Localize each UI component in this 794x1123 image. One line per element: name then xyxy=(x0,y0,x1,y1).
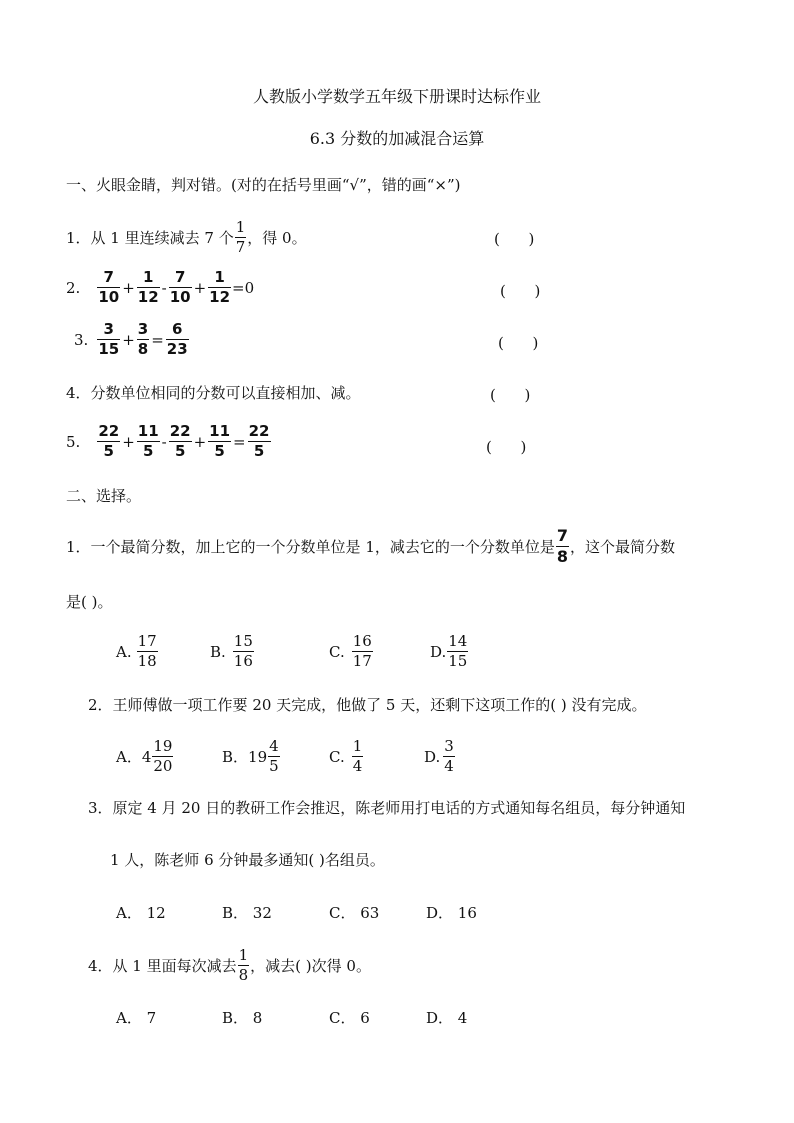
s1-q3-answer-paren[interactable]: ( ) xyxy=(498,334,539,352)
s1-q5-op1: + xyxy=(122,432,135,451)
s1-q5-number: 5. xyxy=(66,432,81,451)
s1-q1 xyxy=(66,220,307,255)
s2-q1-option-b[interactable]: B. $\frac{15}{16}$ xyxy=(210,632,253,670)
s1-q2-op1: + xyxy=(122,278,135,297)
s2-q2-option-a[interactable]: A． 4 $\frac{19}{20}$ xyxy=(116,737,173,775)
s2-q3-option-b[interactable]: B． 32 xyxy=(222,904,272,922)
s1-q3-equals: = xyxy=(151,330,164,349)
s2-q3-option-d[interactable]: D． 16 xyxy=(426,904,477,922)
s1-q3 xyxy=(74,322,190,357)
s1-q5-frac3: $\frac{22}{5}$ xyxy=(169,422,191,460)
s1-q3-frac2: $\frac{3}{8}$ xyxy=(137,320,149,358)
s1-q5 xyxy=(66,424,272,459)
s2-q4-option-a[interactable]: A． 7 xyxy=(116,1009,157,1027)
page-title: 人教版小学数学五年级下册课时达标作业 xyxy=(252,87,541,106)
s1-q2-op3: + xyxy=(193,278,207,297)
s1-q2-equals: =0 xyxy=(232,278,255,297)
s1-q2-frac1: $\frac{7}{10}$ xyxy=(98,268,120,306)
s1-q5-equals: = xyxy=(233,432,246,451)
s1-q3-op1: + xyxy=(122,330,135,349)
s2-q1-option-d[interactable]: D. $\frac{14}{15}$ xyxy=(430,632,468,670)
s2-q4-suffix: ，减去( )次得 0。 xyxy=(250,957,371,975)
s1-q5-frac2: $\frac{11}{5}$ xyxy=(137,422,159,460)
s2-q1-line2: 是( )。 xyxy=(66,593,113,611)
s1-q2-op2: - xyxy=(161,278,167,297)
s2-q4-option-c[interactable]: C． 6 xyxy=(329,1009,370,1027)
s1-q2-answer-paren[interactable]: ( ) xyxy=(500,282,541,300)
s1-q1-suffix: ，得 0。 xyxy=(247,229,307,247)
s2-q1-option-c[interactable]: C. $\frac{16}{17}$ xyxy=(329,632,372,670)
s1-q2 xyxy=(66,270,254,305)
s1-q5-answer-paren[interactable]: ( ) xyxy=(486,438,527,456)
s1-q1-answer-paren[interactable]: ( ) xyxy=(494,230,535,248)
s1-q5-op2: - xyxy=(161,432,167,451)
s2-q2-option-b[interactable]: B． 19 $\frac{4}{5}$ xyxy=(222,737,279,775)
s1-q5-frac5: $\frac{22}{5}$ xyxy=(248,422,270,460)
s1-q5-frac1: $\frac{22}{5}$ xyxy=(98,422,120,460)
s1-q3-number: 3. xyxy=(74,330,89,349)
s1-q4-text: 4．分数单位相同的分数可以直接相加、减。 xyxy=(66,384,361,402)
s2-q3-option-c[interactable]: C． 63 xyxy=(329,904,380,922)
s2-q4-option-d[interactable]: D． 4 xyxy=(426,1009,468,1027)
s2-q1-prefix: 1．一个最简分数，加上它的一个分数单位是 1，减去它的一个分数单位是 xyxy=(66,538,555,556)
s2-q4-option-b[interactable]: B． 8 xyxy=(222,1009,263,1027)
s1-q5-frac4: $\frac{11}{5}$ xyxy=(209,422,231,460)
s2-q4-fraction: $\frac{1}{8}$ xyxy=(238,946,249,984)
s1-q5-op3: + xyxy=(193,432,207,451)
s1-q2-number: 2. xyxy=(66,278,81,297)
s2-q3-line1: 3．原定 4 月 20 日的教研工作会推迟，陈老师用打电话的方式通知每名组员，每分钟通知 xyxy=(88,799,686,817)
page-subtitle: 6.3 分数的加减混合运算 xyxy=(309,129,485,148)
section2-heading: 二、选择。 xyxy=(66,487,142,505)
s2-q4 xyxy=(88,948,371,983)
s2-q2-option-d[interactable]: D. $\frac{3}{4}$ xyxy=(424,737,454,775)
s1-q4-answer-paren[interactable]: ( ) xyxy=(490,386,531,404)
s2-q1-fraction: $\frac{7}{8}$ xyxy=(556,526,568,566)
s2-q1-suffix: ，这个最简分数 xyxy=(570,538,676,556)
s1-q2-frac4: $\frac{1}{12}$ xyxy=(209,268,231,306)
s2-q2-text: 2．王师傅做一项工作要 20 天完成，他做了 5 天，还剩下这项工作的( ) 没有完成。 xyxy=(88,696,647,714)
s2-q3-option-a[interactable]: A． 12 xyxy=(116,904,166,922)
s2-q3-line2: 1 人，陈老师 6 分钟最多通知( )名组员。 xyxy=(110,851,385,869)
s2-q1-option-a[interactable]: A. $\frac{17}{18}$ xyxy=(116,632,157,670)
s2-q2-option-c[interactable]: C. $\frac{1}{4}$ xyxy=(329,737,363,775)
s1-q1-prefix: 1．从 1 里连续减去 7 个 xyxy=(66,229,234,247)
s2-q1-line1 xyxy=(66,528,675,565)
s1-q2-frac2: $\frac{1}{12}$ xyxy=(137,268,159,306)
section1-heading: 一、火眼金睛，判对错。(对的在括号里画“√”，错的画“×”) xyxy=(66,176,461,194)
s1-q3-frac1: $\frac{3}{15}$ xyxy=(98,320,120,358)
s1-q1-fraction: $\frac{1}{7}$ xyxy=(235,218,246,256)
s1-q3-frac3: $\frac{6}{23}$ xyxy=(166,320,188,358)
s2-q4-prefix: 4．从 1 里面每次减去 xyxy=(88,957,237,975)
s1-q2-frac3: $\frac{7}{10}$ xyxy=(169,268,191,306)
